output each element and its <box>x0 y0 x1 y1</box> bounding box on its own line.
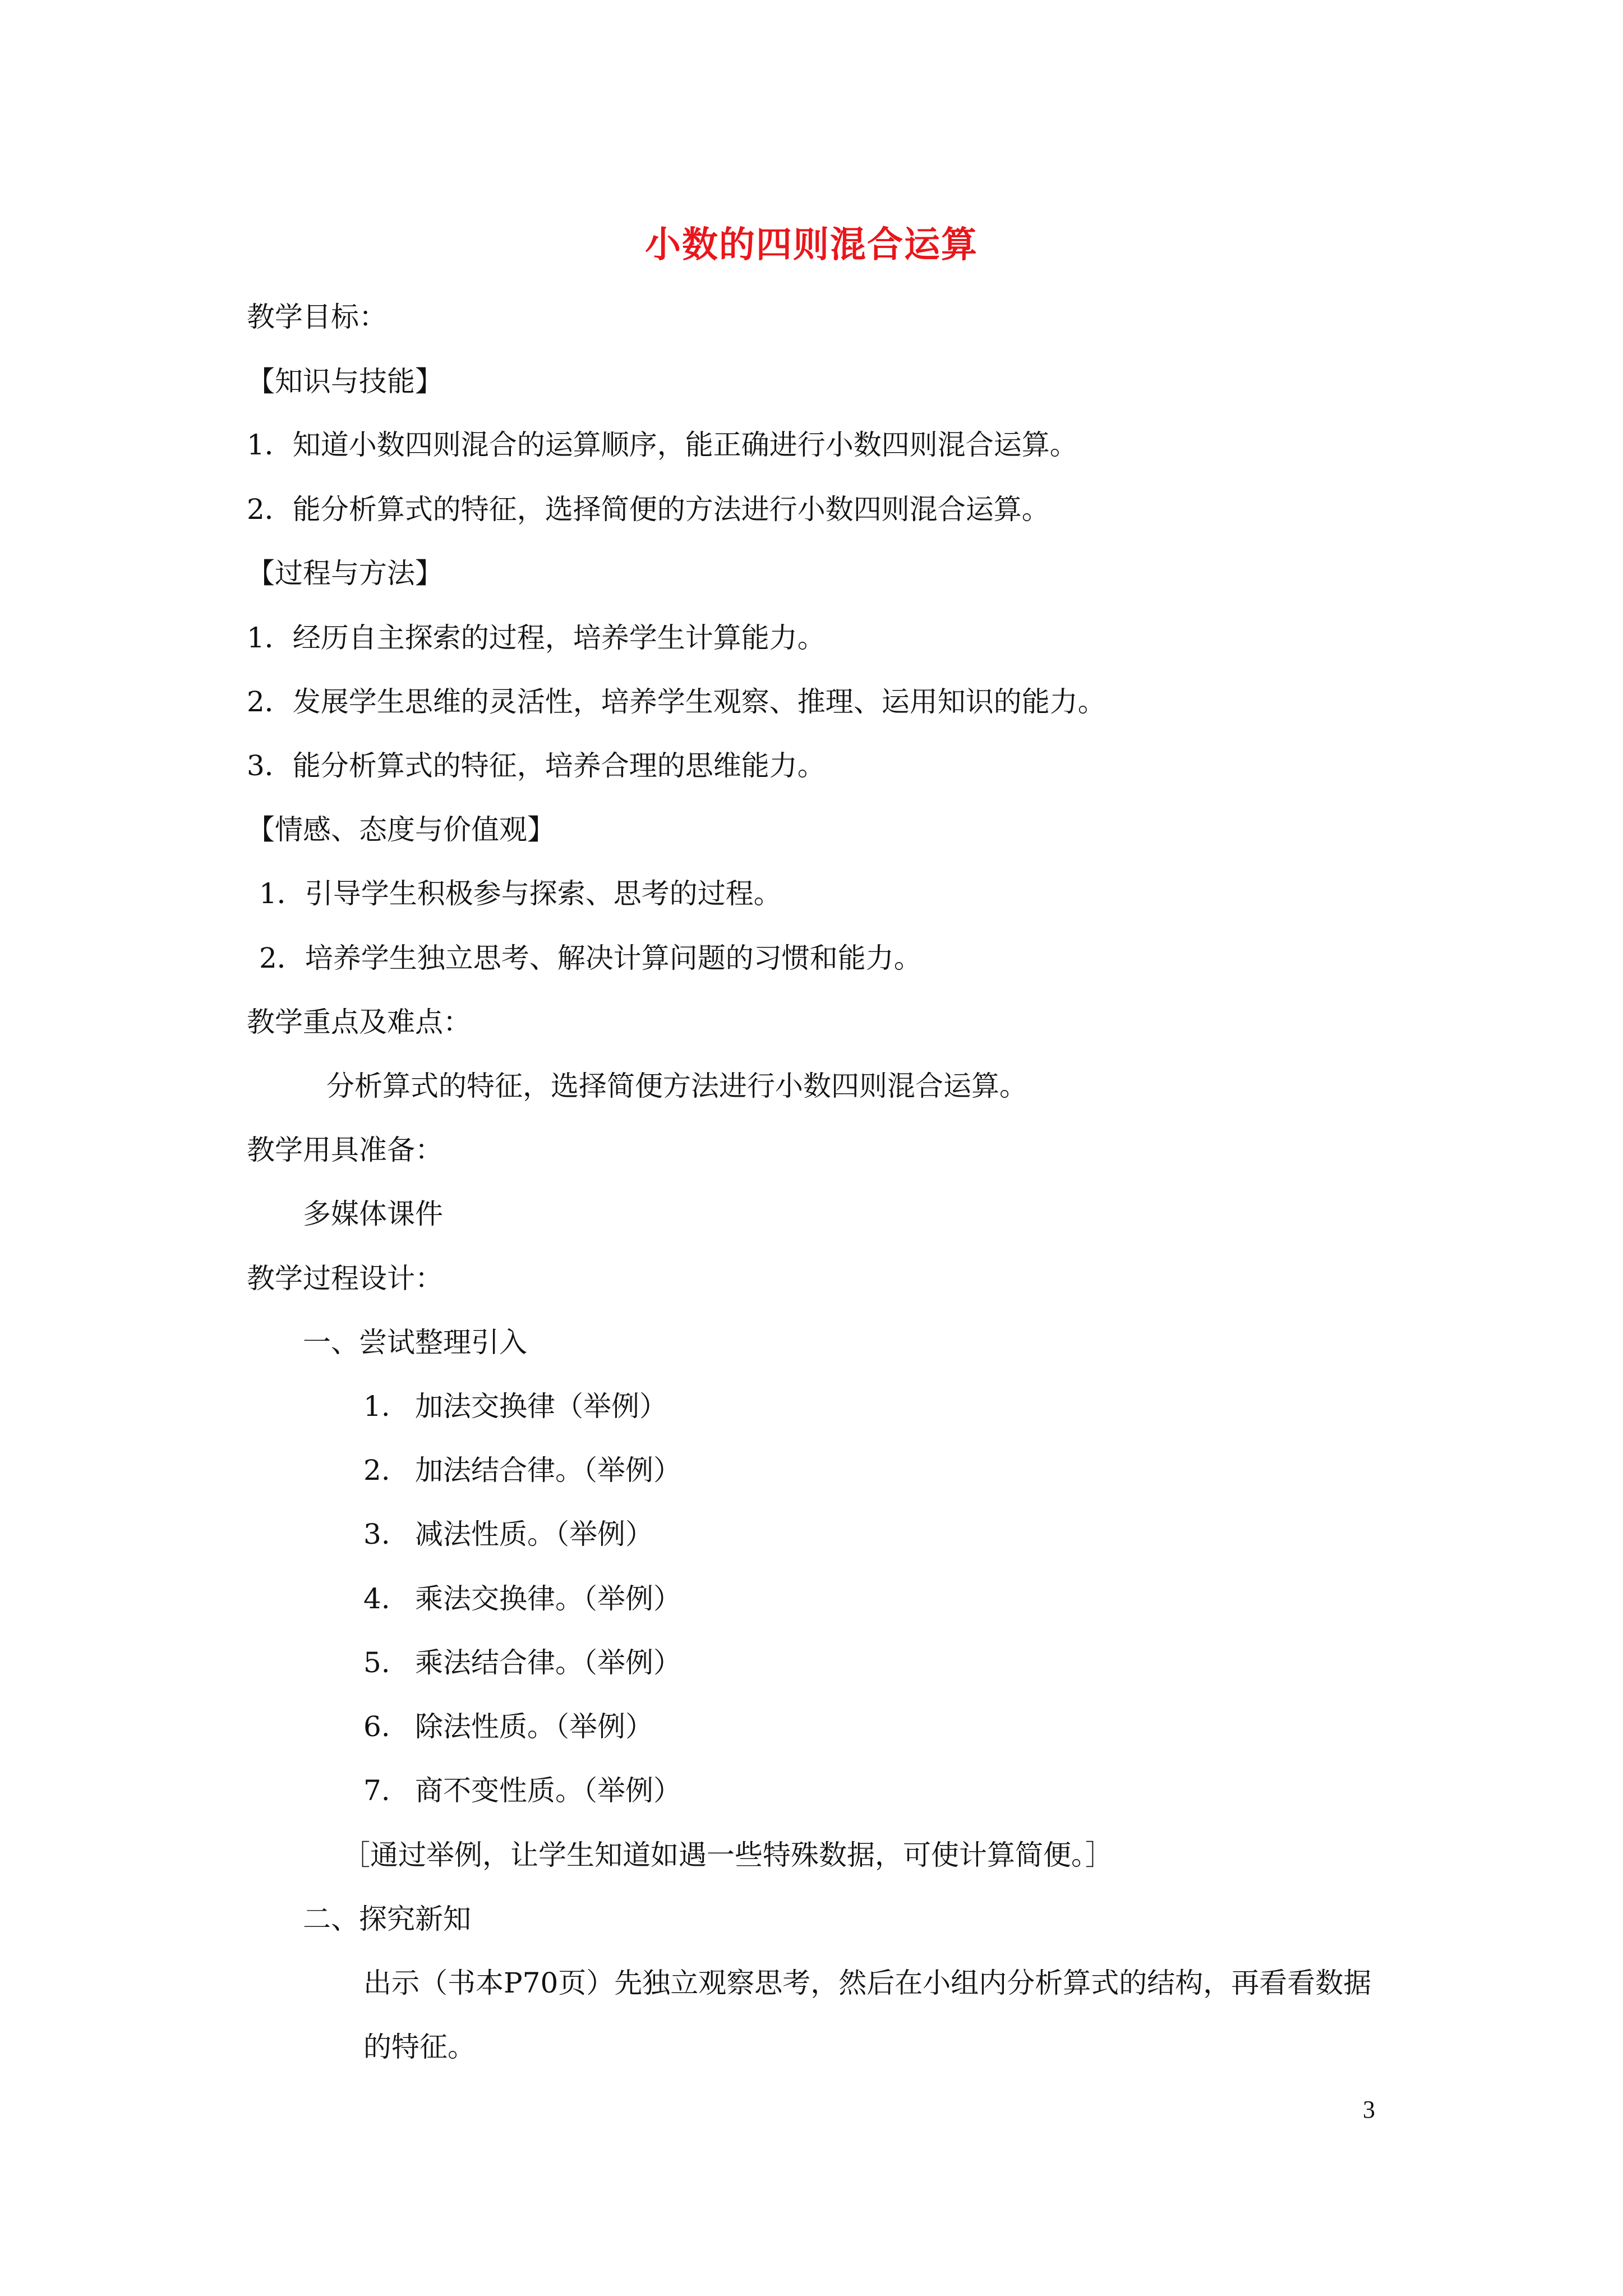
list-item-number: 1. <box>363 1390 390 1423</box>
document-title: 小数的四则混合运算 <box>645 224 978 266</box>
list-item <box>363 1517 653 1551</box>
key-points-heading: 教学重点及难点： <box>247 1006 471 1038</box>
list-item <box>363 1389 667 1423</box>
section2-text-line-2: 的特征。 <box>363 2031 476 2063</box>
tools-heading: 教学用具准备： <box>247 1134 443 1166</box>
list-item-text: 乘法交换律。（举例） <box>415 1582 681 1615</box>
list-item-number: 2. <box>363 1454 390 1487</box>
knowledge-item-2: 2．能分析算式的特征，选择简便的方法进行小数四则混合运算。 <box>247 493 1050 526</box>
list-item-number: 3. <box>363 1518 390 1550</box>
emotion-item-1: 1．引导学生积极参与探索、思考的过程。 <box>259 877 782 910</box>
list-item <box>363 1710 653 1743</box>
design-heading: 教学过程设计： <box>247 1262 443 1295</box>
process-item-2: 2．发展学生思维的灵活性，培养学生观察、推理、运用知识的能力。 <box>247 685 1106 718</box>
section1-note: ［通过举例，让学生知道如遇一些特殊数据，可使计算简便。］ <box>342 1839 1113 1871</box>
list-item-text: 除法性质。（举例） <box>415 1710 653 1743</box>
list-item-text: 加法结合律。（举例） <box>415 1454 681 1487</box>
list-item-number: 7. <box>363 1774 390 1807</box>
page-number: 3 <box>1363 2096 1375 2123</box>
list-item-text: 乘法结合律。（举例） <box>415 1646 681 1679</box>
objectives-heading: 教学目标： <box>247 301 387 333</box>
section2-heading: 二、探究新知 <box>303 1903 471 1935</box>
list-item-text: 减法性质。（举例） <box>415 1518 653 1550</box>
process-item-3: 3．能分析算式的特征，培养合理的思维能力。 <box>247 749 826 782</box>
section2-text-line-1: 出示（书本P70页）先独立观察思考，然后在小组内分析算式的结构，再看看数据 <box>363 1967 1372 1999</box>
emotion-item-2: 2．培养学生独立思考、解决计算问题的习惯和能力。 <box>259 942 922 974</box>
list-item <box>363 1582 681 1616</box>
list-item-text: 加法交换律（举例） <box>415 1390 667 1423</box>
list-item <box>363 1453 681 1487</box>
list-item-number: 4. <box>363 1582 390 1615</box>
key-points-text: 分析算式的特征，选择简便方法进行小数四则混合运算。 <box>326 1070 1027 1102</box>
list-item <box>363 1646 681 1680</box>
knowledge-heading: 【知识与技能】 <box>247 365 443 398</box>
process-heading: 【过程与方法】 <box>247 557 443 590</box>
process-item-1: 1．经历自主探索的过程，培养学生计算能力。 <box>247 622 826 654</box>
list-item-number: 5. <box>363 1646 390 1679</box>
tools-text: 多媒体课件 <box>303 1198 443 1230</box>
knowledge-item-1: 1．知道小数四则混合的运算顺序，能正确进行小数四则混合运算。 <box>247 429 1078 461</box>
list-item-text: 商不变性质。（举例） <box>415 1774 681 1807</box>
list-item-number: 6. <box>363 1710 390 1743</box>
section1-heading: 一、尝试整理引入 <box>303 1326 527 1359</box>
emotion-heading: 【情感、态度与价值观】 <box>247 813 555 846</box>
list-item <box>363 1774 681 1807</box>
